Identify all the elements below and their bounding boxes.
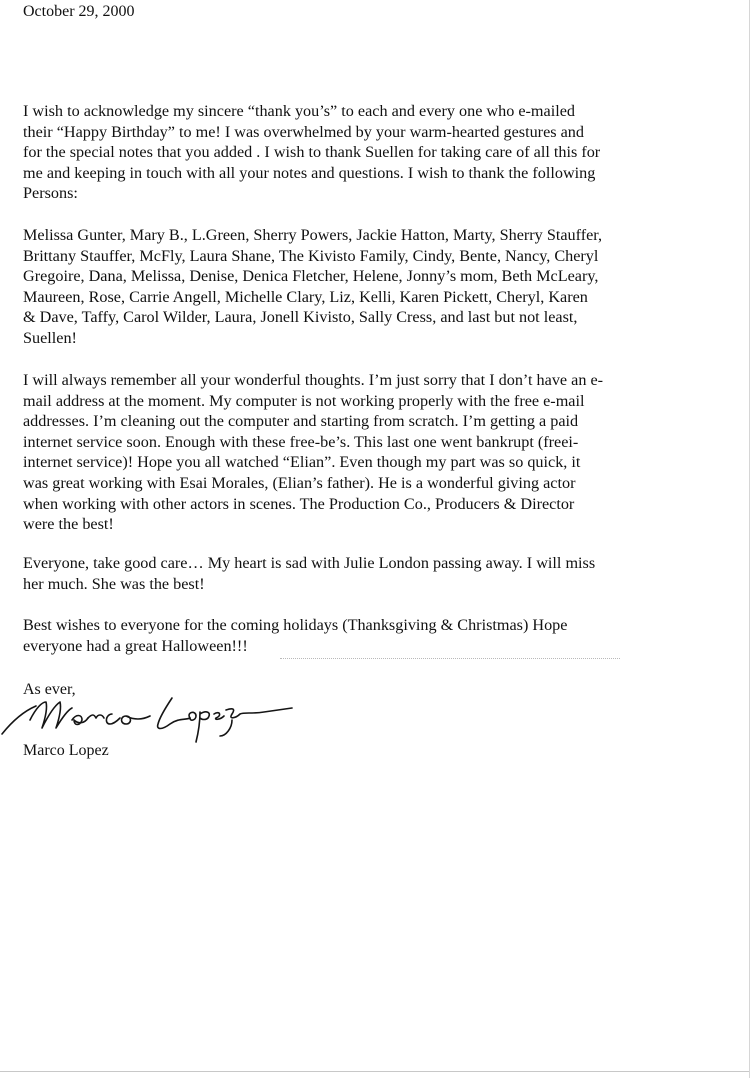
text-line: when working with other actors in scenes. The Production Co., Producers & Director [23, 494, 575, 513]
text-line: Best wishes to everyone for the coming holidays (Thanksgiving & Christmas) Hope [23, 616, 568, 634]
text-line: Melissa Gunter, Mary B., L.Green, Sherry Powers, Jackie Hatton, Marty, Sherry Stauffer, [23, 226, 603, 244]
closing-line: As ever, [23, 681, 76, 698]
handwritten-signature [0, 690, 300, 745]
text-line: Gregoire, Dana, Melissa, Denise, Denica Fletcher, Helene, Jonny’s mom, Beth McLeary, [23, 267, 599, 286]
paragraph-farewell [23, 553, 678, 594]
text-line: & Dave, Taffy, Carol Wilder, Laura, Jonell Kivisto, Sally Cress, and last but not least, [23, 308, 578, 327]
text-line: were the best! [23, 515, 114, 534]
text-line: mail address at the moment. My computer is not working properly with the free e-mail [23, 391, 585, 410]
scan-dotted-artifact [280, 656, 620, 659]
paragraph-thanks [23, 101, 678, 204]
text-line: me and keeping in touch with all your notes and questions. I wish to thank the following [23, 163, 596, 182]
signature-name: Marco Lopez [23, 742, 109, 759]
text-line: everyone had a great Halloween!!! [23, 636, 248, 655]
text-line: I will always remember all your wonderful thoughts. I’m just sorry that I don’t have an e- [23, 371, 604, 389]
text-line: internet service)! Hope you all watched “Elian”. Even though my part was so quick, it [23, 453, 581, 472]
text-line: Suellen! [23, 328, 77, 347]
text-line: I wish to acknowledge my sincere “thank you’s” to each and every one who e-mailed [23, 102, 575, 120]
text-line: Everyone, take good care… My heart is sad with Julie London passing away. I will miss [23, 554, 596, 572]
text-line: Maureen, Rose, Carrie Angell, Michelle Clary, Liz, Kelli, Karen Pickett, Cheryl, Karen [23, 287, 588, 306]
text-line: was great working with Esai Morales, (Elian’s father). He is a wonderful giving actor [23, 473, 576, 492]
text-line: for the special notes that you added . I wish to thank Suellen for taking care of all this for [23, 143, 601, 162]
text-line: Persons: [23, 184, 78, 203]
paragraph-news [23, 370, 678, 535]
text-line: internet service soon. Enough with these free-be’s. This last one went bankrupt (freei- [23, 432, 579, 451]
text-line: their “Happy Birthday” to me! I was overwhelmed by your warm-hearted gestures and [23, 122, 584, 141]
text-line: Brittany Stauffer, McFly, Laura Shane, The Kivisto Family, Cindy, Bente, Nancy, Cheryl [23, 246, 599, 265]
letter-date: October 29, 2000 [23, 3, 135, 20]
paragraph-holidays [23, 615, 678, 656]
text-line: addresses. I’m cleaning out the computer and starting from scratch. I’m getting a paid [23, 412, 579, 431]
scan-bottom-edge [0, 1071, 750, 1072]
paragraph-names-list [23, 225, 678, 349]
text-line: her much. She was the best! [23, 574, 205, 593]
